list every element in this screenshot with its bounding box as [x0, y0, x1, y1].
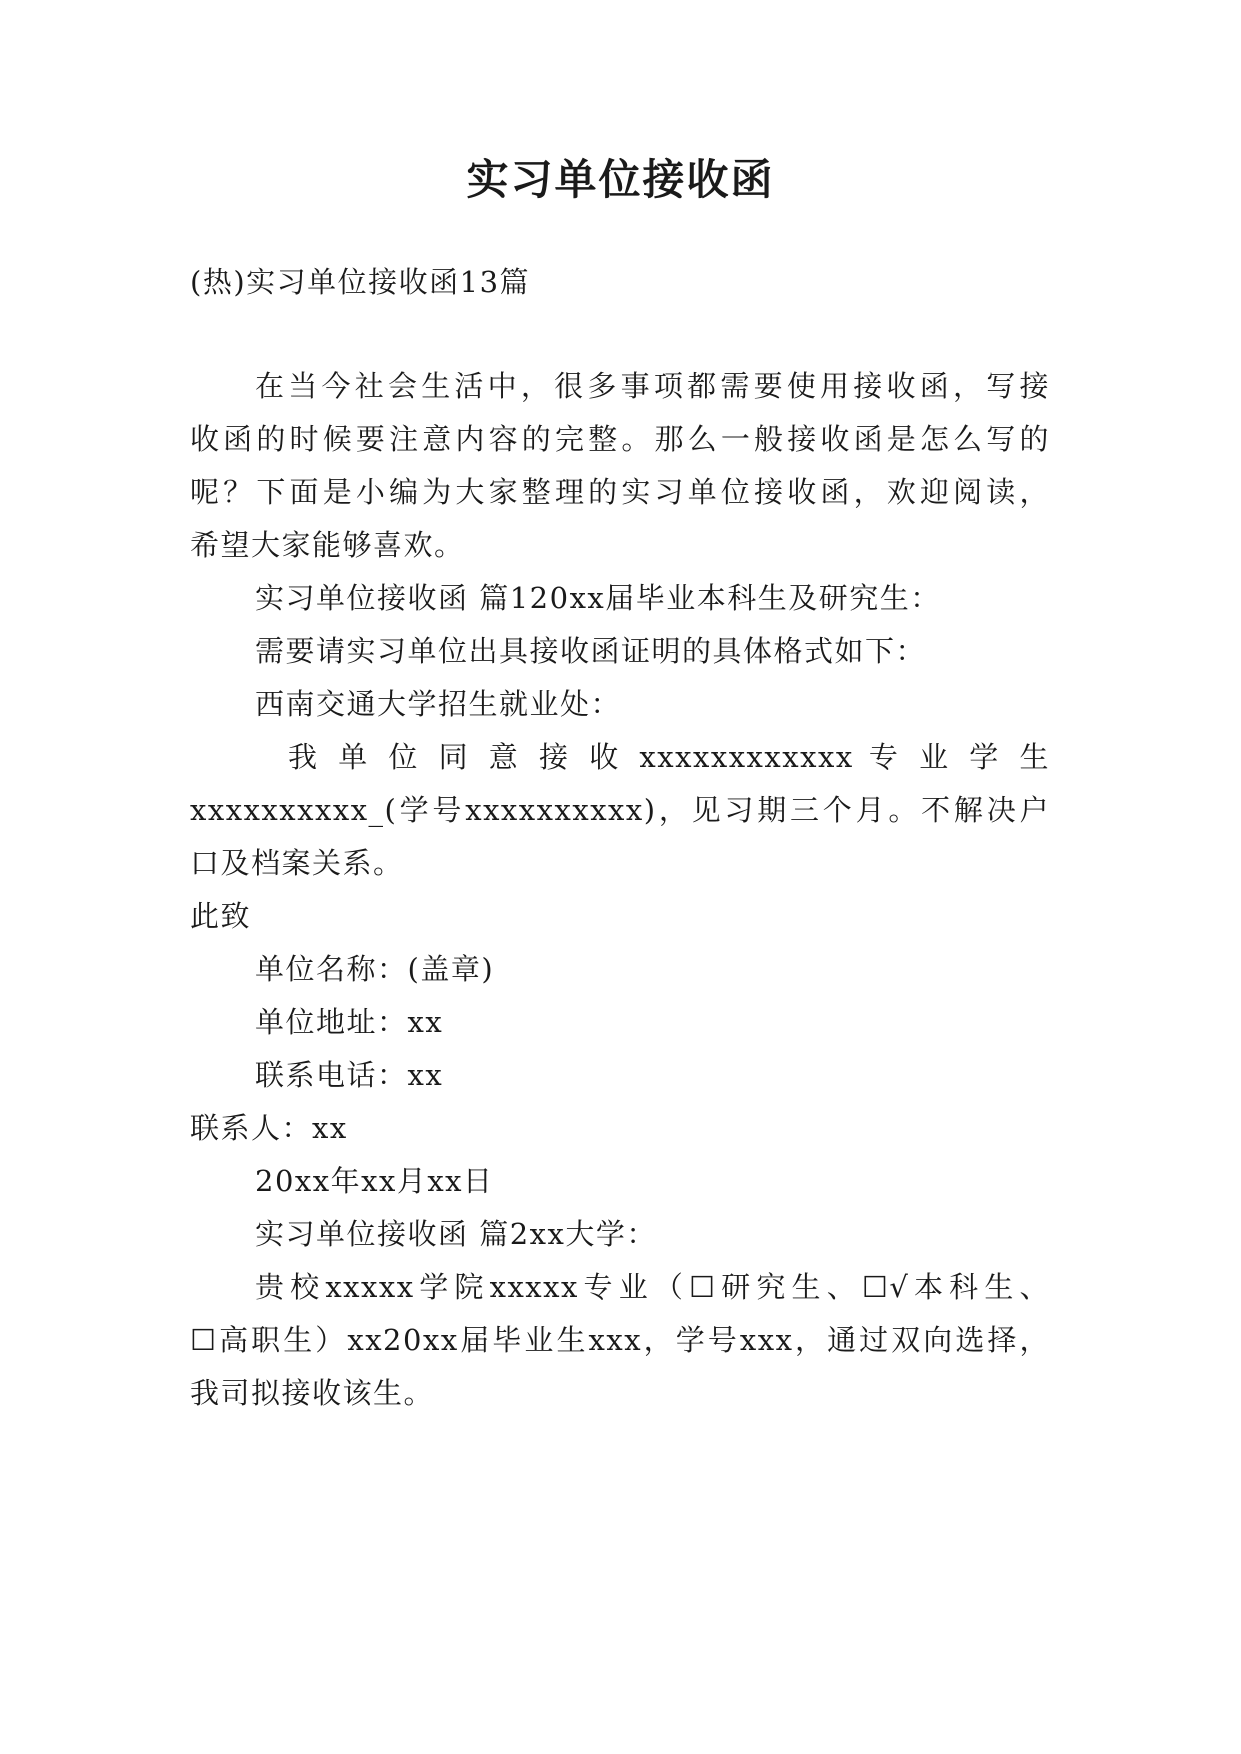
intro-line-4: 希望大家能够喜欢。 [190, 528, 465, 562]
letter1-unit-name: 单位名称：(盖章) [255, 952, 495, 986]
intro-line-1: 在当今社会生活中，很多事项都需要使用接收函，写接 [255, 369, 1050, 403]
letter1-phone: 联系电话：xx [255, 1058, 444, 1092]
letter1-body-line-2: xxxxxxxxxx_(学号xxxxxxxxxx)，见习期三个月。不解决户 [190, 793, 1050, 827]
letter1-body-line-3: 口及档案关系。 [190, 846, 404, 880]
letter2-heading: 实习单位接收函 篇2xx大学： [255, 1217, 657, 1251]
letter2-body-line-1: 贵校xxxxx学院xxxxx专业（☐研究生、☐√本科生、 [255, 1270, 1050, 1304]
document-title: 实习单位接收函 [466, 155, 775, 204]
intro-line-3: 呢？下面是小编为大家整理的实习单位接收函，欢迎阅读， [190, 475, 1050, 509]
letter2-body-line-2: ☐高职生）xx20xx届毕业生xxx，学号xxx，通过双向选择， [190, 1323, 1050, 1357]
document-subtitle: (热)实习单位接收函13篇 [190, 265, 531, 299]
letter1-contact: 联系人：xx [190, 1111, 348, 1145]
letter1-closing: 此致 [190, 899, 252, 933]
letter1-heading: 实习单位接收函 篇120xx届毕业本科生及研究生： [255, 581, 941, 615]
letter2-body-line-3: 我司拟接收该生。 [190, 1376, 435, 1410]
letter1-date: 20xx年xx月xx日 [255, 1164, 494, 1198]
intro-line-2: 收函的时候要注意内容的完整。那么一般接收函是怎么写的 [190, 422, 1050, 456]
letter1-note: 需要请实习单位出具接收函证明的具体格式如下： [255, 634, 927, 668]
letter1-addressee: 西南交通大学招生就业处： [255, 687, 622, 721]
letter1-unit-address: 单位地址：xx [255, 1005, 444, 1039]
letter1-body-line-1: 我 单 位 同 意 接 收 xxxxxxxxxxxx 专 业 学 生 [288, 740, 1050, 774]
